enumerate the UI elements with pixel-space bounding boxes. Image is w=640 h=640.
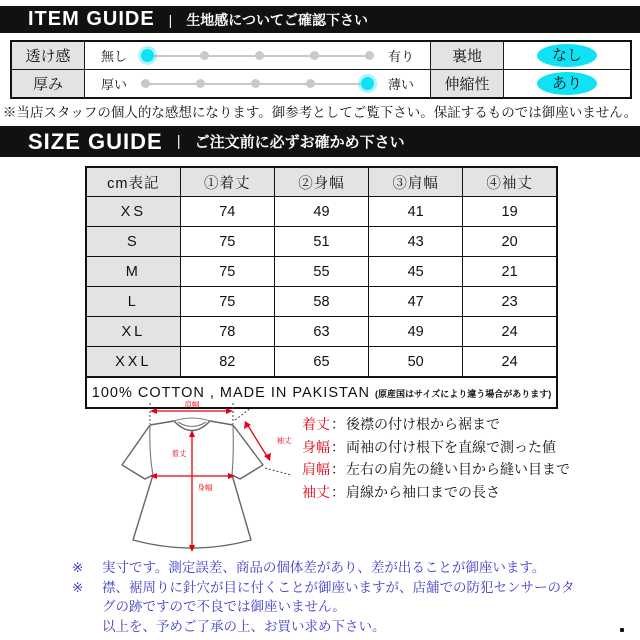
staff-disclaimer: ※当店スタッフの個人的な感想になります。御参考としてご覧下さい。保証するものでは御座いません。 xyxy=(2,105,638,120)
definition-colon: ： xyxy=(331,483,345,500)
footnote-text: 実寸です。測定誤差、商品の個体差があり、差が出ることが御座います。 xyxy=(102,560,546,575)
lining-value-cell xyxy=(504,41,632,70)
size-table-header-row xyxy=(86,167,557,197)
fabric-feel-table xyxy=(10,40,632,99)
reference-mark: ※ xyxy=(72,579,84,595)
sheerness-scale-cell xyxy=(85,41,431,70)
measure-value: 45 xyxy=(369,257,463,287)
body-length-label: 着丈 xyxy=(171,449,187,458)
measure-value: 24 xyxy=(463,317,557,347)
stretch-badge: あり xyxy=(537,72,597,95)
definition-text: 後襟の付け根から裾まで xyxy=(346,416,500,432)
column-header: ①着丈 xyxy=(180,167,274,197)
definition-colon: ： xyxy=(331,416,345,432)
scale-right-label: 薄い xyxy=(387,77,414,92)
thickness-row xyxy=(11,70,631,99)
scale-dot xyxy=(251,79,260,88)
size-name: S xyxy=(86,227,180,257)
thickness-label: 厚み xyxy=(11,70,85,99)
scale-dot xyxy=(141,79,150,88)
measure-value: 49 xyxy=(369,317,463,347)
measure-value: 24 xyxy=(463,347,557,378)
measure-value: 21 xyxy=(463,257,557,287)
column-header: ③肩幅 xyxy=(369,167,463,197)
origin-note: (原産国はサイズにより違う場合があります) xyxy=(374,388,552,399)
footnote-item xyxy=(72,558,577,578)
measure-value: 75 xyxy=(180,227,274,257)
reference-mark: ※ xyxy=(72,560,84,575)
definition-item xyxy=(302,481,570,504)
collar-rim xyxy=(174,418,210,421)
definition-item xyxy=(302,413,570,436)
scale-dot xyxy=(200,51,209,60)
measure-value: 75 xyxy=(180,257,274,287)
definition-text: 左右の肩先の縫い目から縫い目まで xyxy=(346,461,570,477)
scale-left-label: 無し xyxy=(101,49,128,64)
stretch-label: 伸縮性 xyxy=(431,70,504,99)
measure-value: 23 xyxy=(463,287,557,317)
scale-dot xyxy=(196,79,205,88)
shoulder-width-label: 肩幅 xyxy=(184,400,200,409)
item-guide-title: ITEM GUIDE xyxy=(28,8,155,30)
definition-colon: ： xyxy=(331,438,345,455)
size-name: XS xyxy=(86,197,180,227)
sleeve-guide-bottom xyxy=(265,468,291,475)
measure-value: 50 xyxy=(369,347,463,378)
sleeve-guide-top xyxy=(235,408,251,420)
arrowhead xyxy=(226,408,233,414)
measure-value: 41 xyxy=(369,197,463,227)
measure-value: 75 xyxy=(180,287,274,317)
material-text: 100% COTTON , MADE IN PAKISTAN xyxy=(91,384,370,401)
scale-dot xyxy=(255,51,264,60)
footnote-text: 以上を、予めご了承の上、お買い求め下さい。 xyxy=(102,618,386,634)
collar-seam xyxy=(178,422,206,427)
table-row xyxy=(86,227,557,257)
size-name: M xyxy=(86,257,180,287)
scale-dot xyxy=(310,51,319,60)
ink-dot-artifact xyxy=(620,628,624,632)
measure-value: 49 xyxy=(274,197,368,227)
size-guide-header-bar xyxy=(0,126,640,157)
arrowhead xyxy=(150,408,157,414)
definition-term: 身幅 xyxy=(302,438,330,455)
measurement-definitions xyxy=(302,413,570,503)
definition-term: 袖丈 xyxy=(302,483,330,500)
stretch-value-cell xyxy=(504,70,632,99)
scale-dot xyxy=(365,51,374,60)
table-row xyxy=(86,317,557,347)
scale-dot xyxy=(306,79,315,88)
size-table xyxy=(85,166,558,409)
sheerness-scale xyxy=(141,42,374,69)
measure-value: 63 xyxy=(274,317,368,347)
footnote-text: 襟、裾周りに針穴が目に付くことが御座いますが、店舗での防犯センサーのタグの跡ですので不良では御座いません。 xyxy=(102,579,575,614)
header-separator: | xyxy=(176,133,181,150)
sheerness-label: 透け感 xyxy=(11,41,85,70)
size-name: XL xyxy=(86,317,180,347)
definition-text: 両袖の付け根下を直線で測った値 xyxy=(346,438,556,455)
column-header: cm表記 xyxy=(86,167,180,197)
table-row xyxy=(86,287,557,317)
thickness-scale xyxy=(141,70,374,97)
size-guide-subtitle: ご注文前に必ずお確かめ下さい xyxy=(194,134,405,151)
lining-badge: なし xyxy=(537,44,597,67)
size-guide-title: SIZE GUIDE xyxy=(28,128,163,154)
footnote-item xyxy=(72,578,577,617)
measure-value: 51 xyxy=(274,227,368,257)
measure-value: 58 xyxy=(274,287,368,317)
footnote-item xyxy=(72,617,577,637)
definition-term: 着丈 xyxy=(302,416,330,432)
header-separator: | xyxy=(168,11,173,28)
measure-value: 20 xyxy=(463,227,557,257)
definition-colon: ： xyxy=(331,461,345,477)
measure-value: 47 xyxy=(369,287,463,317)
thickness-scale-cell xyxy=(85,70,431,99)
item-guide-subtitle: 生地感についてご確認下さい xyxy=(186,11,369,28)
size-name: L xyxy=(86,287,180,317)
scale-dot xyxy=(141,49,154,62)
scale-dot xyxy=(361,77,374,90)
tshirt-diagram xyxy=(95,398,305,560)
measure-value: 43 xyxy=(369,227,463,257)
item-guide-header-bar xyxy=(0,6,640,33)
definition-text: 肩線から袖口までの長さ xyxy=(346,483,500,500)
table-row xyxy=(86,347,557,378)
measure-value: 19 xyxy=(463,197,557,227)
footnotes xyxy=(72,558,577,636)
size-name: XXL xyxy=(86,347,180,378)
measure-value: 65 xyxy=(274,347,368,378)
column-header: ④袖丈 xyxy=(463,167,557,197)
scale-left-label: 厚い xyxy=(101,77,128,92)
definition-item xyxy=(302,436,570,459)
body-width-label: 身幅 xyxy=(197,483,213,492)
definition-item xyxy=(302,458,570,481)
table-row xyxy=(86,197,557,227)
lining-label: 裏地 xyxy=(431,41,504,70)
scale-right-label: 有り xyxy=(387,49,414,64)
sleeve-length-label: 袖丈 xyxy=(276,436,292,445)
measure-value: 74 xyxy=(180,197,274,227)
measure-value: 78 xyxy=(180,317,274,347)
measure-value: 82 xyxy=(180,347,274,378)
reference-mark xyxy=(72,617,102,637)
table-row xyxy=(86,257,557,287)
definition-term: 肩幅 xyxy=(302,461,330,477)
sheerness-row xyxy=(11,41,631,70)
measure-value: 55 xyxy=(274,257,368,287)
column-header: ②身幅 xyxy=(274,167,368,197)
